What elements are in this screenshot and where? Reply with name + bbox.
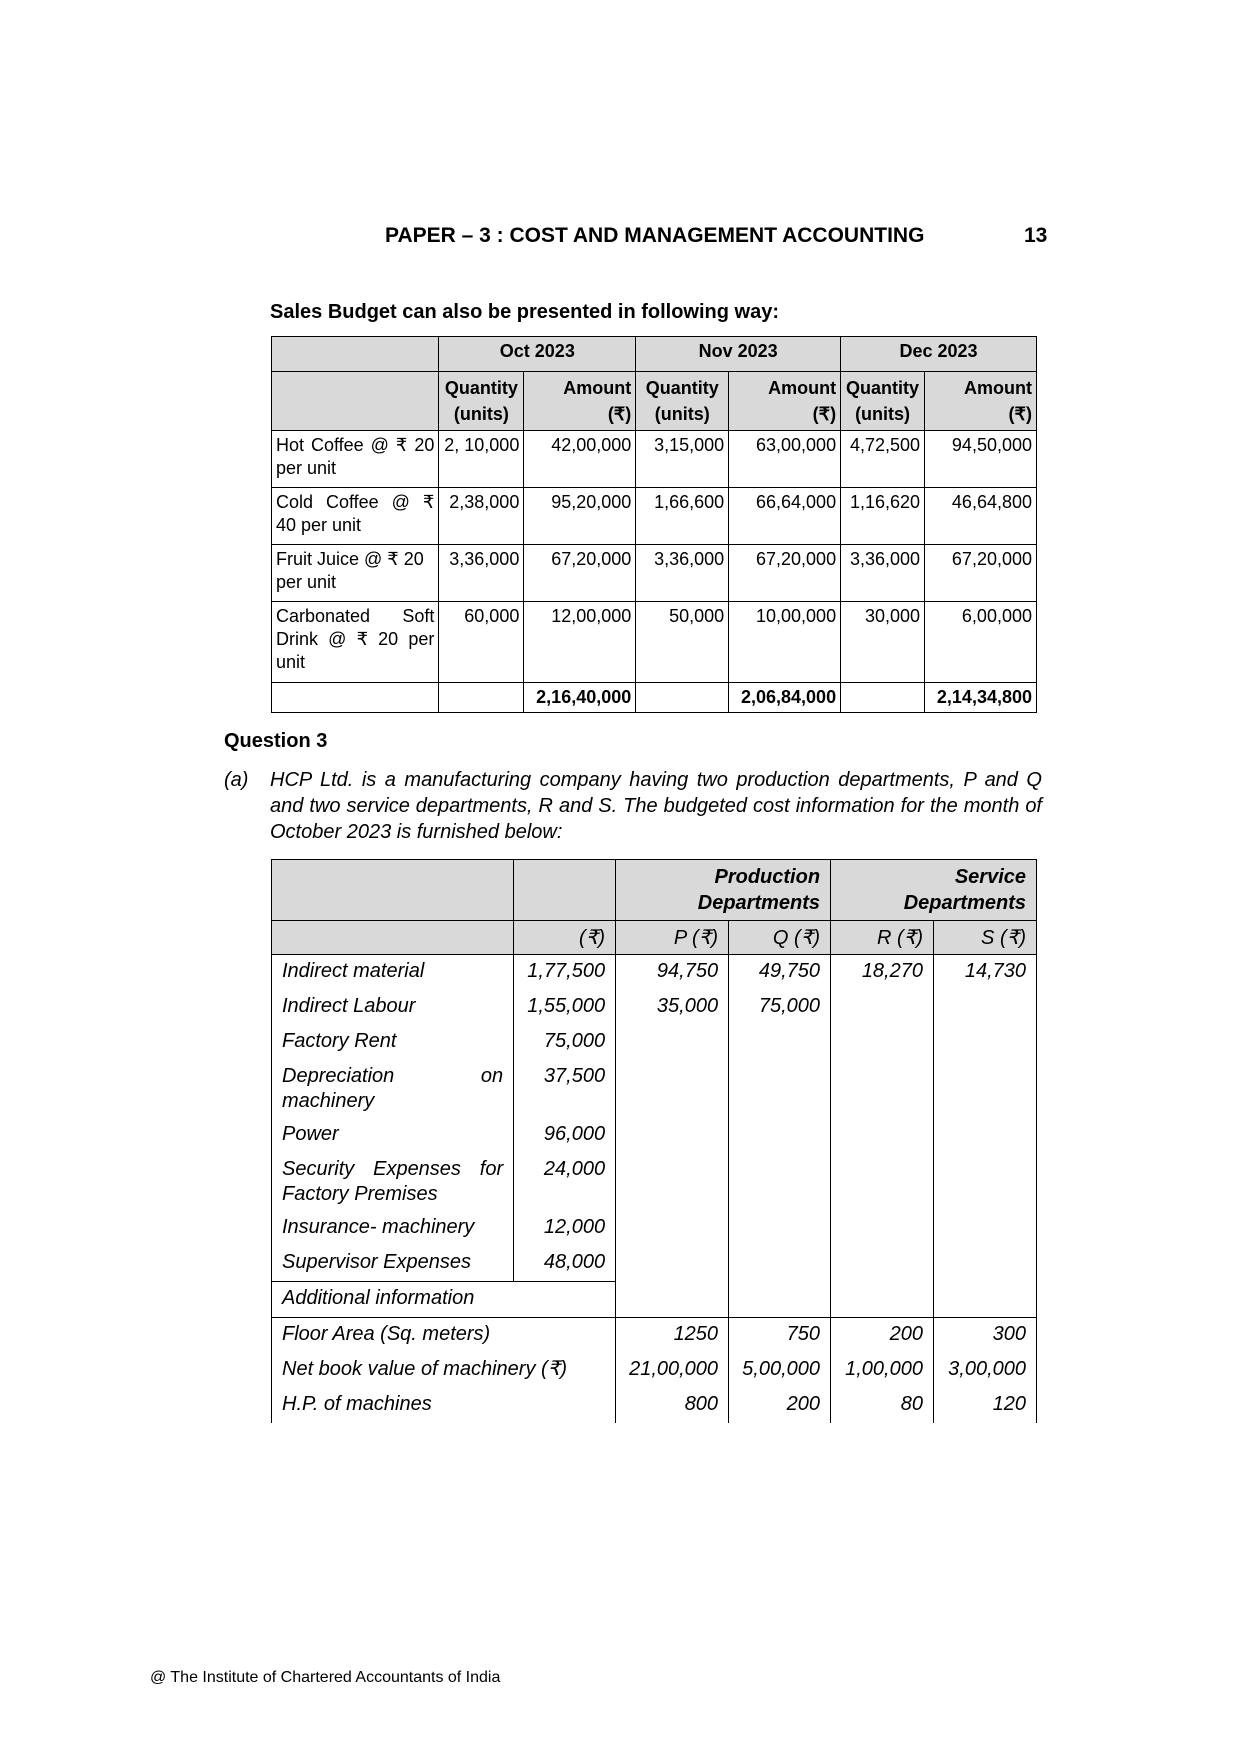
question-text: HCP Ltd. is a manufacturing company having two production departments, P and Q and two service departments, R and S. The budgeted cost information for the month of October 2023 is furnished below: bbox=[270, 769, 1042, 843]
blank-header-cell bbox=[272, 921, 514, 955]
table-row bbox=[272, 990, 1037, 1025]
department-cost-table bbox=[271, 859, 1037, 1423]
table-row bbox=[272, 1388, 1037, 1423]
p-cell bbox=[616, 1246, 729, 1282]
blank-cell bbox=[729, 1282, 831, 1318]
table-row bbox=[272, 1211, 1037, 1246]
row-label: Depreciation on machinery bbox=[272, 1060, 514, 1118]
q-cell bbox=[729, 1118, 831, 1153]
total-cell: 96,000 bbox=[514, 1118, 616, 1153]
blank-cell bbox=[636, 683, 729, 713]
p-cell bbox=[616, 1153, 729, 1211]
row-label: Indirect Labour bbox=[272, 990, 514, 1025]
r-cell bbox=[831, 1246, 934, 1282]
total-cell: 12,000 bbox=[514, 1211, 616, 1246]
value-cell: 95,20,000 bbox=[524, 488, 636, 545]
q-cell: 200 bbox=[729, 1388, 831, 1423]
value-cell: 1,66,600 bbox=[636, 488, 729, 545]
table-row bbox=[272, 602, 1037, 683]
unit-header: S (₹) bbox=[933, 921, 1036, 955]
table-row bbox=[272, 488, 1037, 545]
value-cell: 3,15,000 bbox=[636, 431, 729, 488]
blank-header-cell bbox=[272, 372, 439, 431]
r-cell: 200 bbox=[831, 1318, 934, 1354]
q-cell bbox=[729, 1246, 831, 1282]
table-row bbox=[272, 1025, 1037, 1060]
s-cell: 14,730 bbox=[933, 955, 1036, 991]
group-header-row bbox=[272, 860, 1037, 921]
quantity-header: Quantity (units) bbox=[841, 372, 925, 431]
value-cell: 10,00,000 bbox=[729, 602, 841, 683]
p-cell bbox=[616, 1118, 729, 1153]
p-cell bbox=[616, 1211, 729, 1246]
value-cell: 67,20,000 bbox=[524, 545, 636, 602]
additional-info-row bbox=[272, 1282, 1037, 1318]
value-cell: 67,20,000 bbox=[729, 545, 841, 602]
q-cell bbox=[729, 1211, 831, 1246]
r-cell: 18,270 bbox=[831, 955, 934, 991]
quantity-header: Quantity (units) bbox=[439, 372, 524, 431]
r-cell: 1,00,000 bbox=[831, 1353, 934, 1388]
row-label: Supervisor Expenses bbox=[272, 1246, 514, 1282]
blank-header-cell bbox=[272, 860, 514, 921]
unit-header: Q (₹) bbox=[729, 921, 831, 955]
row-label: Net book value of machinery (₹) bbox=[272, 1353, 616, 1388]
additional-info-label: Additional information bbox=[272, 1282, 616, 1318]
total-cell: 37,500 bbox=[514, 1060, 616, 1118]
total-cell: 24,000 bbox=[514, 1153, 616, 1211]
month-header: Nov 2023 bbox=[636, 337, 841, 372]
blank-cell bbox=[831, 1282, 934, 1318]
question-part-label: (a) bbox=[224, 769, 249, 791]
blank-cell bbox=[272, 683, 439, 713]
question-heading: Question 3 bbox=[224, 730, 328, 752]
total-cell: 1,55,000 bbox=[514, 990, 616, 1025]
p-cell bbox=[616, 1025, 729, 1060]
r-cell bbox=[831, 1153, 934, 1211]
r-cell: 80 bbox=[831, 1388, 934, 1423]
blank-cell bbox=[439, 683, 524, 713]
value-cell: 42,00,000 bbox=[524, 431, 636, 488]
unit-header: R (₹) bbox=[831, 921, 934, 955]
s-cell bbox=[933, 1211, 1036, 1246]
item-cell: Hot Coffee @ ₹ 20 per unit bbox=[272, 431, 439, 488]
footer-text: @ The Institute of Chartered Accountants of India bbox=[150, 1669, 501, 1686]
value-cell: 12,00,000 bbox=[524, 602, 636, 683]
q-cell: 75,000 bbox=[729, 990, 831, 1025]
sales-budget-heading: Sales Budget can also be presented in following way: bbox=[270, 301, 779, 323]
p-cell: 94,750 bbox=[616, 955, 729, 991]
r-cell bbox=[831, 1060, 934, 1118]
value-cell: 60,000 bbox=[439, 602, 524, 683]
p-cell: 35,000 bbox=[616, 990, 729, 1025]
month-header: Dec 2023 bbox=[841, 337, 1037, 372]
r-cell bbox=[831, 1025, 934, 1060]
q-cell: 49,750 bbox=[729, 955, 831, 991]
item-cell: Carbonated Soft Drink @ ₹ 20 per unit bbox=[272, 602, 439, 683]
p-cell: 21,00,000 bbox=[616, 1353, 729, 1388]
table-row bbox=[272, 1353, 1037, 1388]
s-cell bbox=[933, 990, 1036, 1025]
unit-header-row bbox=[272, 921, 1037, 955]
item-cell: Cold Coffee @ ₹ 40 per unit bbox=[272, 488, 439, 545]
total-cell: 1,77,500 bbox=[514, 955, 616, 991]
table-row bbox=[272, 955, 1037, 991]
value-cell: 94,50,000 bbox=[925, 431, 1037, 488]
table-row bbox=[272, 431, 1037, 488]
p-cell: 800 bbox=[616, 1388, 729, 1423]
unit-header: (₹) bbox=[514, 921, 616, 955]
total-cell: 2,14,34,800 bbox=[925, 683, 1037, 713]
production-departments-header: Production Departments bbox=[616, 860, 831, 921]
s-cell bbox=[933, 1246, 1036, 1282]
amount-header: Amount (₹) bbox=[729, 372, 841, 431]
total-cell: 2,06,84,000 bbox=[729, 683, 841, 713]
value-cell: 63,00,000 bbox=[729, 431, 841, 488]
value-cell: 67,20,000 bbox=[925, 545, 1037, 602]
total-cell: 75,000 bbox=[514, 1025, 616, 1060]
p-cell bbox=[616, 1060, 729, 1118]
page-header-title: PAPER – 3 : COST AND MANAGEMENT ACCOUNTING bbox=[385, 224, 925, 247]
s-cell bbox=[933, 1025, 1036, 1060]
row-label: Floor Area (Sq. meters) bbox=[272, 1318, 616, 1354]
row-label: Insurance- machinery bbox=[272, 1211, 514, 1246]
s-cell: 300 bbox=[933, 1318, 1036, 1354]
row-label: H.P. of machines bbox=[272, 1388, 616, 1423]
value-cell: 30,000 bbox=[841, 602, 925, 683]
value-cell: 3,36,000 bbox=[636, 545, 729, 602]
blank-header-cell bbox=[272, 337, 439, 372]
value-cell: 6,00,000 bbox=[925, 602, 1037, 683]
sales-budget-table bbox=[271, 336, 1037, 713]
q-cell bbox=[729, 1060, 831, 1118]
column-header-row bbox=[272, 372, 1037, 431]
blank-cell bbox=[616, 1282, 729, 1318]
blank-cell bbox=[841, 683, 925, 713]
s-cell: 3,00,000 bbox=[933, 1353, 1036, 1388]
table-row bbox=[272, 545, 1037, 602]
table-row bbox=[272, 1318, 1037, 1354]
value-cell: 2,38,000 bbox=[439, 488, 524, 545]
value-cell: 66,64,000 bbox=[729, 488, 841, 545]
q-cell bbox=[729, 1025, 831, 1060]
s-cell bbox=[933, 1153, 1036, 1211]
unit-header: P (₹) bbox=[616, 921, 729, 955]
row-label: Security Expenses for Factory Premises bbox=[272, 1153, 514, 1211]
blank-cell bbox=[933, 1282, 1036, 1318]
value-cell: 46,64,800 bbox=[925, 488, 1037, 545]
row-label: Factory Rent bbox=[272, 1025, 514, 1060]
quantity-header: Quantity (units) bbox=[636, 372, 729, 431]
total-cell: 48,000 bbox=[514, 1246, 616, 1282]
s-cell bbox=[933, 1060, 1036, 1118]
page-number: 13 bbox=[1024, 224, 1048, 247]
s-cell bbox=[933, 1118, 1036, 1153]
q-cell: 5,00,000 bbox=[729, 1353, 831, 1388]
value-cell: 3,36,000 bbox=[841, 545, 925, 602]
amount-header: Amount (₹) bbox=[925, 372, 1037, 431]
item-cell: Fruit Juice @ ₹ 20 per unit bbox=[272, 545, 439, 602]
value-cell: 2, 10,000 bbox=[439, 431, 524, 488]
r-cell bbox=[831, 1118, 934, 1153]
value-cell: 50,000 bbox=[636, 602, 729, 683]
total-row bbox=[272, 683, 1037, 713]
total-cell: 2,16,40,000 bbox=[524, 683, 636, 713]
r-cell bbox=[831, 1211, 934, 1246]
month-header: Oct 2023 bbox=[439, 337, 636, 372]
value-cell: 1,16,620 bbox=[841, 488, 925, 545]
q-cell: 750 bbox=[729, 1318, 831, 1354]
table-row bbox=[272, 1153, 1037, 1211]
table-row bbox=[272, 1060, 1037, 1118]
amount-header: Amount (₹) bbox=[524, 372, 636, 431]
blank-header-cell bbox=[514, 860, 616, 921]
q-cell bbox=[729, 1153, 831, 1211]
s-cell: 120 bbox=[933, 1388, 1036, 1423]
r-cell bbox=[831, 990, 934, 1025]
row-label: Indirect material bbox=[272, 955, 514, 991]
value-cell: 4,72,500 bbox=[841, 431, 925, 488]
table-row bbox=[272, 1246, 1037, 1282]
table-row bbox=[272, 1118, 1037, 1153]
value-cell: 3,36,000 bbox=[439, 545, 524, 602]
month-header-row bbox=[272, 337, 1037, 372]
p-cell: 1250 bbox=[616, 1318, 729, 1354]
service-departments-header: Service Departments bbox=[831, 860, 1037, 921]
row-label: Power bbox=[272, 1118, 514, 1153]
